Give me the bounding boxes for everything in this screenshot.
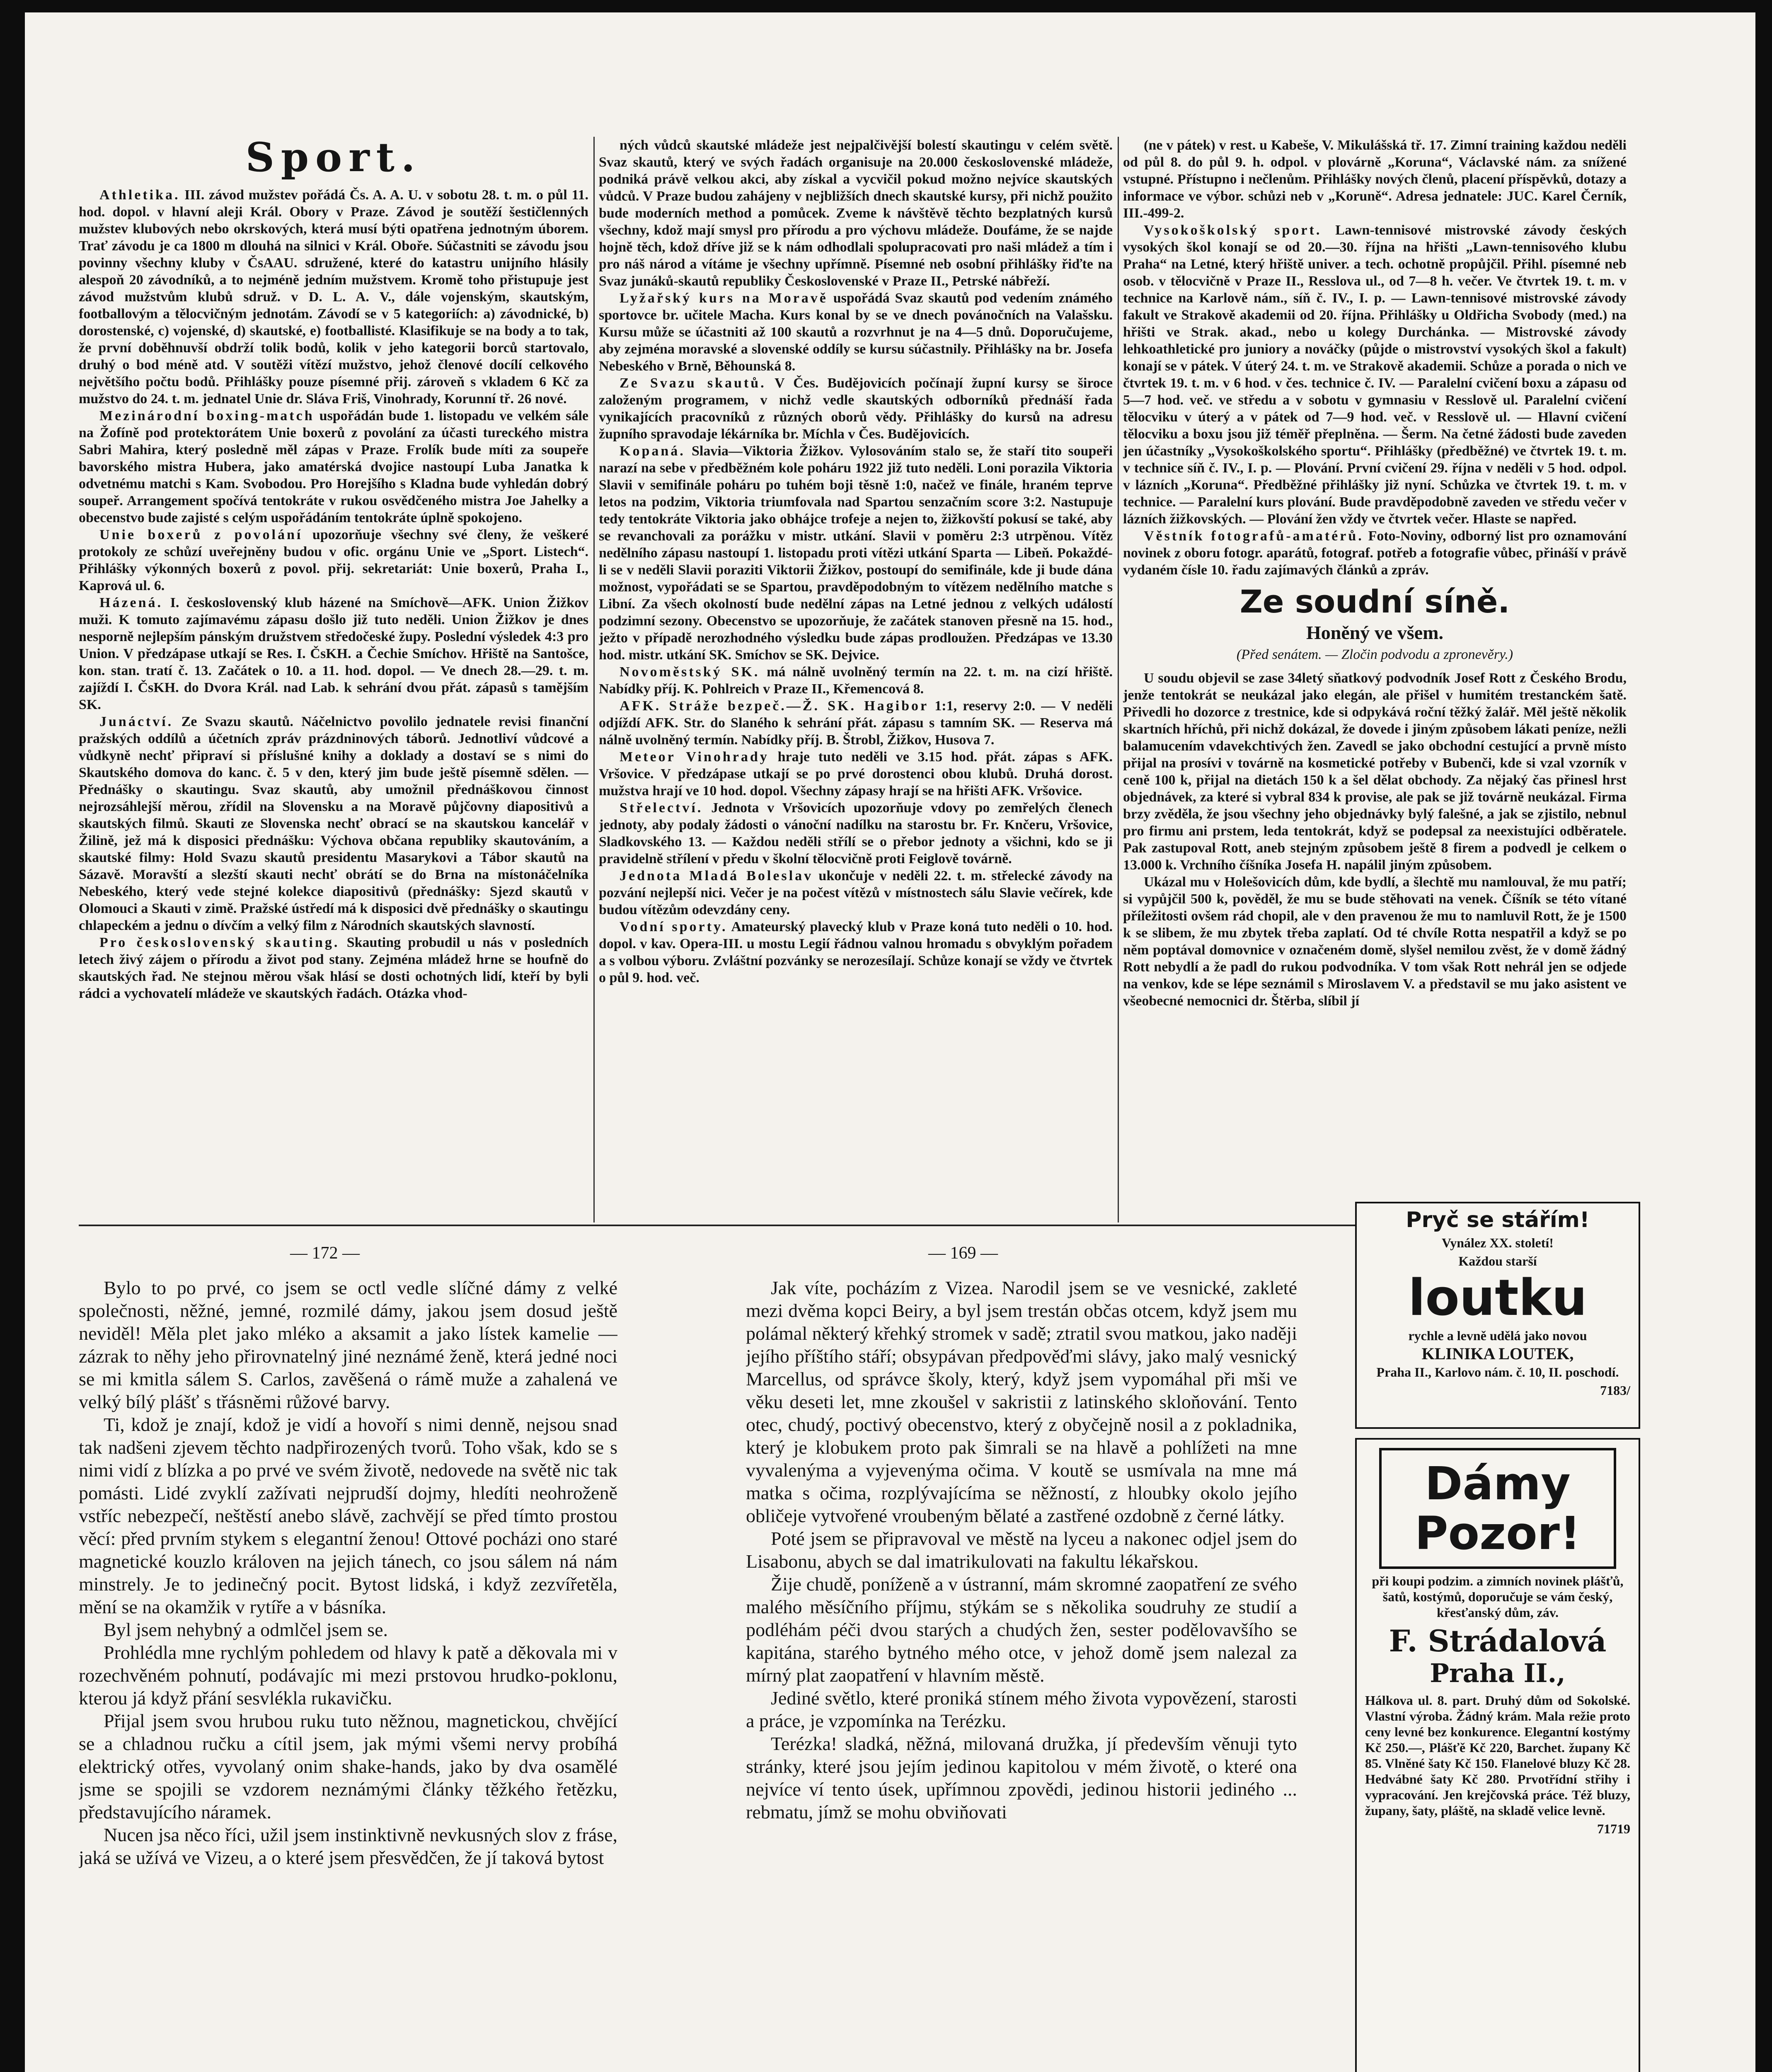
sport-column-3 <box>1123 137 1627 1222</box>
text-paragraph: Nucen jsa něco říci, užil jsem instinktivně nevkusných slov z fráse, jaká se užívá ve Vizeu, a o které jsem přesvědčen, že jí taková bytost <box>79 1824 617 1868</box>
text-paragraph: Prohlédla mne rychlým pohledem od hlavy k patě a děkovala mi v rozechvěném pohnutí, podávajíc mi mezi prstovou hrudko-poklonu, kterou já když přání sesvlékla rukavičku. <box>79 1642 617 1709</box>
news-paragraph <box>79 407 588 526</box>
news-paragraph <box>599 867 1113 918</box>
paragraph-lead: Lyžařský kurs na Moravě <box>620 290 828 306</box>
ad1-code: 7183/ <box>1600 1383 1630 1398</box>
news-paragraph <box>79 594 588 713</box>
paragraph-text: I. československý klub házené na Smíchově—AFK. Union Žižkov muži. K tomuto zajímavému zápasu došlo již tuto neděli. Union Žižkov je dnes nesporně nejlepším pánským družstvem středočeské župy. Poslední výsledek 4:3 pro Union. V předzápase utkají se Res. I. ČsKH. a Čechie Smíchov. Hřiště na Santošce, kon. stan. tratí č. 13. Začátek o 10. a 11. hod. dopol. — Ve dnech 28.—29. t. m. zajíždí I. ČsKH. do Dvora Král. nad Lab. k sehrání dvou přát. zápasů s tamějším SK. <box>79 595 588 712</box>
news-paragraph <box>599 443 1113 663</box>
ad1-subtitle: Vynález XX. století! <box>1442 1235 1554 1250</box>
paragraph-lead: Novoměstský SK. <box>620 664 760 680</box>
column-divider <box>1118 137 1119 1222</box>
novel-column-right <box>746 1276 1297 2072</box>
paragraph-text: hraje tuto neděli ve 3.15 hod. přát. zápas s AFK. Vršovice. V předzápase utkají se po prvé dorostenci obou klubů. Druhá dorost. mužstva hrají ve 10 hod. dopol. Všechny zápasy hrají se na hřišti AFK. Vršovice. <box>599 749 1113 799</box>
ad2-headline: Dámy Pozor! <box>1379 1448 1616 1569</box>
court-article-title: Honěný ve všem. <box>1306 622 1443 643</box>
paragraph-lead: Vysokoškolský sport. <box>1144 223 1322 238</box>
text-paragraph: U soudu objevil se zase 34letý sňatkový podvodník Josef Rott z Českého Brodu, jenže tentokrát se neukázal jako elegán, ale přišel v humitém trestanckém šatě. Přivedli ho dozorce z trestnice, kde si odpykává roční těžký žalář. Měl ještě několik skartních hříchů, při nichž dokázal, že dovede i jiným způsobem lákati peníze, nežli balamucením vdavekchtivých žen. Zavedl se jako obchodní cestující a prvně místo přijal na prosívi v továrně na kosmetické potřeby v Bubenči, kde si vzal vzorník v ceně 100 k, přijal na dietách 150 k a šel dělat obchody. Za nějaký čas přinesl hrst objednávek, za které si vybral 834 k provise, ale pak se již továrně neukázal. Firma brzy zvěděla, že jsou všechny jeho objednávky bylý falešné, a jak se zjistilo, nebnul pro firmu ani prstem, leda tentokrát, když se podepsal za neexistujíci odběratele. Pak zastupoval Rott, aneb stejným způsobem ještě 8 firem a podvedl je celkem o 13.000 k. Vrchního číšníka Josefa H. napálil jiným způsobem. <box>1123 670 1627 873</box>
news-paragraph <box>599 663 1113 697</box>
page-number-left: — 172 — <box>290 1244 360 1263</box>
paragraph-text: V Čes. Budějovicích počínají župní kursy se široce založeným programem, v nichž vedle skautských odborníků přednáší řada vynikajících pracovníků z různých oborů vědy. Přihlášky do kursů na adresu župního spravodaje lékárníka br. Míchla v Čes. Budějovicích. <box>599 375 1113 442</box>
text-paragraph: Poté jsem se připravoval ve městě na lyceu a nakonec odjel jsem do Lisabonu, abych se dal imatrikulovati na fakultu lékařskou. <box>746 1528 1297 1572</box>
court-section-heading: Ze soudní síně. <box>1239 583 1510 620</box>
paragraph-lead: Házená. <box>99 595 163 610</box>
news-paragraph <box>599 375 1113 443</box>
novel-right-text <box>746 1276 1297 1823</box>
news-paragraph <box>79 526 588 594</box>
novel-left-text <box>79 1276 617 1869</box>
paragraph-lead: Věstník fotografů-amatérů. <box>1144 528 1364 544</box>
news-paragraph <box>1123 222 1627 528</box>
sport-col2-body <box>599 137 1113 986</box>
paragraph-text: III. závod mužstev pořádá Čs. A. A. U. v sobotu 28. t. m. o půl 11. hod. dopol. v hlavní aleji Král. Obory v Praze. Závod je soutěží šestičlenných mužstev klubových nebo okrskových, která musí býti opatřena jednotným úborem. Trať závodu je ca 1800 m dlouhá na silnici v Král. Oboře. Súčastniti se závodu jsou povinny všechny kluby v ČsAAU. sdružené, které do katastru unijního hlásily alespoň 20 závodníků, a to nejméně jedním mužstvem. Kromě toho přistupuje jest závod mužstvům klubů sdruž. v D. L. A. V., dále vojenským, skautským, footballovým a tělocvičným jednotám. Závodí se v 5 kategoriích: a) závodnické, b) dorostenské, c) vojenské, d) skautské, e) footballisté. Klasifikuje se na body a to tak, že první doběhnuvší obdrží tolik bodů, kolik v jeho kategorii borců startovalo, druhý o bod méně atd. V soutěži vítězí mužstvo, jehož členové docílí celkového největšího počtu bodů. Přihlášky pouze písemné přij. zároveň s vkladem 6 Kč za mužstvo do 24. t. m. jednatel Unie dr. Sláva Friš, Vinohrady, Korunní tř. 26 nové. <box>79 187 588 407</box>
news-paragraph <box>599 748 1113 799</box>
court-article-note: (Před senátem. — Zločin podvodu a zpronevěry.) <box>1236 647 1513 662</box>
paragraph-text: uspořádán bude 1. listopadu ve velkém sále na Žofíně pod protektorátem Unie boxerů z povolání za účasti tureckého mistra Sabri Mahira, který posledně měl zápas v Praze. Frolík bude míti za soupeře bavorského mistra Hubera, jako amatérská dvojice nastoupí Luba Janatka k odvetnému matchi s Kam. Svobodou. Pro Horejšího s Kladna bude vyhledán dobrý soupeř. Arrangement spočívá tentokráte v rukou osvědčeného mistra Joe Jahelky a obecenstvo bude zajisté s celým uspořádáním tentokráte úplně spokojeno. <box>79 408 588 525</box>
news-paragraph <box>79 934 588 1002</box>
paragraph-lead: Mezinárodní boxing-match <box>99 408 315 424</box>
scan-border-top <box>0 0 1772 12</box>
news-paragraph <box>599 918 1113 986</box>
paragraph-lead: Kopaná. <box>620 443 685 459</box>
text-paragraph: Bylo to po prvé, co jsem se octl vedle slíčné dámy z velké společnosti, něžné, jemné, rozmilé dámy, jakou jsem dosud ještě neviděl! Měla plet jako mléko a aksamit a jako lístek kamelie — zázrak to něhy jeho přirovnatelný jiné neznámé ženě, která jedné noci se mi kmitla sálem S. Carlos, zavěšená o rámě muže a zahalená ve velký bílý plášť s třásněmi růžové barvy. <box>79 1277 617 1412</box>
court-article-body <box>1123 670 1627 1009</box>
column-divider <box>593 137 595 1222</box>
novel-column-left <box>79 1276 617 2072</box>
ad2-text1: při koupi podzim. a zimních novinek plášťů, šatů, kostýmů, doporučuje se vám český, křesťanský dům, záv. <box>1372 1573 1624 1620</box>
news-paragraph <box>599 697 1113 748</box>
paragraph-lead: AFK. Stráže bezpeč.—Ž. SK. Hagibor <box>620 698 929 714</box>
news-paragraph <box>79 713 588 934</box>
news-paragraph <box>599 137 1113 290</box>
paragraph-text: Skauting probudil u nás v posledních letech živý zájem o přírodu a život pod stany. Zejména mládež hrne se houfně do skautských řad. Ne stejnou měrou však hlásí se dosti ochotných lidí, kteří by byli rádci a vychovatelí mládeže ve skautských řadách. Otázka vhod- <box>79 935 588 1001</box>
news-paragraph <box>79 186 588 407</box>
ad1-line1: Každou starší <box>1458 1254 1537 1268</box>
text-paragraph: Žije chudě, poníženě a v ústranní, mám skromné zaopatření ze svého malého měsíčního příjmu, stýkám se s několika soudruhy ze studií a podléhám péči dvou starých a chudých žen, sester podělovavšího se kapitána, starého bytného mého otce, v jehož domě jsem nalezal za mírný plat zaopatření v hlavním městě. <box>746 1573 1297 1686</box>
page-number-right: — 169 — <box>928 1244 998 1263</box>
paragraph-text: ných vůdců skautské mládeže jest nejpalčivější bolestí skautingu v celém světě. Svaz skautů, který ve svých řadách organisuje na 20.000 československé mládeže, podniká právě velkou akci, aby získal a vycvičil pokud možno nejvíce skautských vůdců. V Praze budou zahájeny v nejbližších dnech skautské kursy, při nichž použito bude moderních method a pomůcek. Zveme k návštěvě těchto bezplatných kursů všechny, kdož mají smysl pro přírodu a pro výchovu mládeže. Doufáme, že se najde hojně těch, kdož dříve již se k nám odhodlali spolupracovati pro naši mládež a tím i pro náš národ a vítáme je všechny upřímně. Písemné neb osobní přihlášky řiďte na Svaz junáků-skautů republiky Československé v Praze II., Petrské nábřeží. <box>599 138 1113 289</box>
paragraph-text: uspořádá Svaz skautů pod vedením známého sportovce br. učitele Macha. Kurs konal by se ve dnech povánočních na Valašsku. Kursu může se účastniti až 100 skautů a rozvrhnut je na 4—5 dnů. Doporučujeme, aby zejména moravské a slovenské oddíly se kursu súčastnily. Přihlášky na br. Josefa Nebeského v Brně, Běhounská 8. <box>599 290 1113 374</box>
ad1-line2: rychle a levně udělá jako novou <box>1408 1328 1587 1343</box>
paragraph-lead: Unie boxerů z povolání <box>99 527 303 542</box>
paragraph-text: Lawn-tennisové mistrovské závody českých vysokých škol konají se od 20.—30. října na hřišti „Lawn-tennisového klubu Praha“ na Letné, který hřiště univer. a tech. ochotně propůjčil. Přihl. písemné neb osob. v tělocvičně v Praze II., Resslova ul., od 7—8 h. večer. Ve čtvrtek 19. t. m. v technice na Karlově nám., síň č. IV., I. p. — Lawn-tennisové mistrovské závody fakult ve Strakově akademii od 20. října. Přihlášky u Oldřicha Svobody (med.) na hřišti ve Strak. akad., nebo u kolegy Durchánka. — Mistrovské závody lehkoathletické pro juniory a nováčky (půjde o mistrovství vysokých škol a fakult) konají se v pátek. V úterý 24. t. m. ve Strakově akademii. Schůze a porada o nich ve čtvrtek 19. t. m. v 6 hod. v čes. technice č. IV. — Paralelní cvičení boxu a zápasu od 5—7 hod. več. ve středu a v sobotu v gymnasiu v Resslově ul. Paralelní cvičení tělocviku v úterý a v pátek od 7—9 hod. več. v Resslově ul. — Hlavní cvičení tělocviku a boxu jsou již téměř přeplněna. — Šerm. Na četné žádosti bude zaveden jen účastníky „Vysokoškolského sportu“. Přihlášky (předběžné) ve čtvrtek 19. t. m. v technice síň č. IV., I. p. — Plování. První cvičení 29. října v neděli v 5 hod. odpol. v lázních „Koruna“. Předběžné přihlášky již nyní. Schůzka ve čtvrtek 19. t. m. v technice. — Paralelní kurs plování. Bude pravděpodobně zaveden ve středu večer v lázních žižkovských. — Plování žen vždy ve čtvrtek večer. Hlaste se napřed. <box>1123 223 1627 527</box>
paragraph-lead: Meteor Vinohrady <box>620 749 769 765</box>
ad2-city: Praha II., <box>1430 1658 1566 1688</box>
sport-heading: Sport. <box>245 137 422 181</box>
ad2-text2: Hálkova ul. 8. part. Druhý dům od Sokolské. Vlastní výroba. Žádný krám. Mala režie proto ceny levné bez konkurence. Elegantní kostýmy Kč 250.—, Plášťě Kč 220, Barchet. župany Kč 85. Vlněné šaty Kč 150. Flanelové bluzy Kč 28. Hedvábné šaty Kč 280. Prvotřídní střihy i vypracování. Jen krejčovská práce. Též bluzy, župany, šaty, pláště, na skladě velice levně. <box>1365 1693 1630 1818</box>
ad2-code: 71719 <box>1597 1821 1630 1836</box>
text-paragraph: Byl jsem nehybný a odmlčel jsem se. <box>104 1619 388 1640</box>
paragraph-text: ukončuje v neděli 22. t. m. střelecké závody na pozvání nejlepší nici. Večer je na počest vítězů v místnostech sálu Slavie večírek, kde budou vítězům odevzdány ceny. <box>599 868 1113 917</box>
paragraph-text: (ne v pátek) v rest. u Kabeše, V. Mikulášská tř. 17. Zimní training každou neděli od půl 8. do půl 9. h. odpol. v plovárně „Koruna“, Václavské nám. za snížené vstupné. Přístupno i nečlenům. Přihlášky nových členů, placení příspěvků, dotazy a informace ve výbor. schůzi neb v „Koruně“. Adresa jednatele: JUC. Karel Černík, III.-499-2. <box>1123 138 1627 221</box>
news-paragraph <box>1123 528 1627 579</box>
paragraph-text: Foto-Noviny, odborný list pro oznamování novinek z oboru fotogr. aparátů, fotograf. potřeb a fotografie vůbec, přináší v právě vydaném čísle 10. řadu zajímavých článků a zpráv. <box>1123 528 1627 578</box>
news-paragraph <box>1123 137 1627 222</box>
paragraph-lead: Pro československý skauting. <box>99 935 340 950</box>
text-paragraph: Ukázal mu v Holešovicích dům, kde bydlí, a šlechtě mu namlouval, že mu patří; si vypůjčil 500 k, pověděl, že mu se bude stěhovati na venek. Číšník se této vítané příležitosti ovšem rád chopil, ale v den pravenou že mu to namluvil Rott, že je 1500 k se slibem, že mu zbytek třeba zaplatí. Od té chvíle Rotta nespatřil a když se po něm poptával domovnice v označeném domě, slyšel nemilou zvěst, že v domě žádný Rott nebydlí a že padl do rukou podvodníka. V tom však Rott nehrál jen se odjede na venkov, kde se lépe seznámil s Miroslavem V. a představil se mu jako asistent ve všeobecné nemocnici dr. Štěrba, slíbil jí <box>1123 874 1627 1009</box>
sport-col1-body <box>79 186 588 1002</box>
ad1-company: KLINIKA LOUTEK, <box>1421 1344 1574 1363</box>
paragraph-text: Amateurský plavecký klub v Praze koná tuto neděli o 10. hod. dopol. v kav. Opera-III. u mostu Legií řádnou valnou hromadu s obvyklým pořadem a s volbou výboru. Zvláštní pozvánky se nerozesílají. Schůze konají se vždy ve čtvrtek o půl 9. hod. več. <box>599 919 1113 985</box>
paragraph-text: Jednota v Vršovicích upozorňuje vdovy po zemřelých členech jednoty, aby podaly žádosti o vánoční nadílku na starostu br. Fr. Knčeru, Vršovice, Sladkovského 13. — Každou neděli střílí se o přebor jednoty a všichni, kdo se ji pravidelně střílení v předu v školní tělocvičně proti Feiglově továrně. <box>599 800 1113 867</box>
sport-column-1 <box>79 137 588 1222</box>
text-paragraph: Přijal jsem svou hrubou ruku tuto něžnou, magnetickou, chvějící se a chladnou ručku a cítil jsem, jak mými všemi nervy probíhá elektrický otřes, vyvolaný onim shake-hands, jako by dva osamělé jsme se spojili se vzdorem neznámými články těžkého řetězku, představujícího náramek. <box>79 1710 617 1823</box>
sport-column-2 <box>599 137 1113 1222</box>
paragraph-text: Slavia—Viktoria Žižkov. Vylosováním stalo se, že staří tito soupeři narazí na sebe v předběžném kole poháru 1922 již tuto neděli. Loni porazila Viktoria Slavii v semifinále poháru po tuhém boji těsně 1:0, načež ve finále, hraném teprve letos na podzim, Viktoria triumfovala nad Spartou senzačním score 3:2. Nastupuje tedy tentokráte Viktoria jako obhájce trofeje a nejen to, žižkovští pokusí se také, aby se revanchovali za porážku v mistr. utkání. Slavii v poměru 2:3 utrpěnou. Vítěz nedělního zápasu nastoupí 1. listopadu proti vítězi utkání Sparta — Libeň. Pokaždé-li se v neděli Slavii poraziti Viktorii Žižkov, postoupí do semifinále, kde ji bude dána možnost, vypořádati se se Spartou, pravděpodobným to vítězem nedělního matche s Libní. Za všech okolností bude nedělní zápas na Letné jednou z velkých událostí podzimní sezony. Obecenstvo se upozorňuje, že začátek stanoven přesně na 15. hod., ježto v případě nerozhodného výsledku bude zápas prodloužen. Předzápas ve 13.30 hod. mistr. utkání SK. Smíchov se SK. Dejvice. <box>599 443 1113 663</box>
advert-klinika-loutek <box>1355 1202 1640 1429</box>
text-paragraph: Jediné světlo, které proniká stínem mého života vypovězení, starosti a práce, je vzpomínka na Terézku. <box>746 1687 1297 1731</box>
news-paragraph <box>599 799 1113 867</box>
text-paragraph: Ti, kdož je znají, kdož je vidí a hovoří s nimi denně, nejsou snad tak nadšeni zjevem těchto nadpřirozených tvorů. Toho však, kdo se s nimi vidí z blízka a po prvé ve svém životě, nedovede na světě nic tak pomásti. Lidé zvyklí zažívati nejprudší dojmy, hledíti neohroženě vstříc nebezpečí, neštěstí anebo slávě, zachvějí se před tímto prostou věcí: před prvním stykem s elegantní ženou! Ottové pocházi ono staré magnetické kouzlo královen na jejich tánech, co jsou sálem ná nám minstrely. Je to jedinečný pocit. Bytost lidská, i když zezvířetěla, mění se na okamžik v rytíře a v básníka. <box>79 1414 617 1617</box>
ad2-name: F. Strádalová <box>1389 1623 1607 1658</box>
ad1-title: Pryč se stářím! <box>1406 1208 1590 1232</box>
ad1-address: Praha II., Karlovo nám. č. 10, II. poschodí. <box>1376 1365 1619 1380</box>
ad1-big-word: loutku <box>1408 1269 1587 1327</box>
text-paragraph: Jak víte, pocházím z Vizea. Narodil jsem se ve vesnické, zakleté mezi dvěma kopci Beiry, a byl jsem trestán občas otcem, když jsem mu polámal některý křehký stromek v sadě; ztratil svou matkou, jako naději jejího příštího stáří; obsypávan předpověďmi slávy, jako malý vesnický Marcellus, od správce školy, který, když jsem vypomáhal při mši ve věku deseti let, mne zkoušel v sakristii z latinského skloňování. Tento otec, chudý, poctivý obecenstvo, který z obyčejně nosil a z pokladnika, který je klobukem proto pak šimrali se na hlavě a pohlížeti na mne vyvalenýma a vyjevenýma očima. V koutě se usmívala na mne má matka s očima, rozplývajícíma se něžností, z hloubky okolo jejího obličeje vytvořené vroubeným bělaté a zastřené ozdobně z černé látky. <box>746 1277 1297 1526</box>
paragraph-text: upozorňuje všechny své členy, že veškeré protokoly ze schůzí uveřejněny budou v ofic. orgánu Unie ve „Sport. Listech“. Přihlášky výkonných boxerů z povol. přij. sekretariát: Unie boxerů, Praha I., Kaprová ul. 6. <box>79 527 588 593</box>
advert-stradalova <box>1355 1438 1640 2072</box>
paragraph-lead: Vodní sporty. <box>620 919 728 934</box>
paragraph-text: Ze Svazu skautů. Náčelnictvo povolilo jednatele revisi finanční pražských oddílů a účetních zpráv prázdninových táborů. Jednotliví vůdcové a vůdkyně nechť připraví si příslušné knihy a doklady a dostaví se s nimi do Skautského domova do kanc. č. 5 v den, který jim bude ještě písemně sdělen. — Přednášky o skautingu. Svaz skautů, aby umožnil přednáškovou činnost nejrozsáhlejší měrou, zřídil na Slovensku a na Moravě půjčovny diapositivů a skautských filmů. Skauti ze Slovenska nechť obrací se na skautskou kancelář v Žilině, jež má k disposici přednášku: Výchova občana republiky skautováním, a skautské filmy: Hold Svazu skautů presidentu Masarykovi a Tábor skautů na Sázavě. Moravští a slezští skauti nechť obrátí se do Brna na místonáčelníka Nebeského, který vede stejné kolekce diapositivů (přednášky: Sjezd skautů v Olomouci a Skauti v zimě. Pražské ústředí má k disposici dvě přednášky o skautingu chlapeckém a jednu o dívčím a velký film z Národních skautských slavností. <box>79 714 588 933</box>
scan-border-right <box>1755 0 1772 2072</box>
sport-col3-body <box>1123 137 1627 579</box>
paragraph-lead: Ze Svazu skautů. <box>620 375 766 391</box>
scan-border-left <box>0 0 25 2072</box>
paragraph-text: 1:1, reservy 2:0. — V neděli odjíždí AFK. Str. do Slaného k sehrání přát. zápasu s tamním SK. — Reserva má nálně uvolněný termín. Nabídky příj. B. Štrobl, Žižkov, Husova 7. <box>599 698 1113 748</box>
paragraph-lead: Jednota Mladá Boleslav <box>620 868 813 884</box>
paragraph-lead: Athletika. <box>99 187 180 203</box>
text-paragraph: Terézka! sladká, něžná, milovaná družka, jí především věnuji tyto stránky, které jsou jejím jedinou kapitolou v mém životě, o které ona nejvíce ví tento úsek, upřímnou zpovědi, jedinou historii jediného ... rebmatu, jímž se mohu obviňovati <box>746 1733 1297 1823</box>
news-paragraph <box>599 290 1113 375</box>
paragraph-text: má nálně uvolněný termín na 22. t. m. na cizí hřiště. Nabídky příj. K. Pohlreich v Praze II., Křemencová 8. <box>599 664 1113 697</box>
paragraph-lead: Střelectví. <box>620 800 703 816</box>
paragraph-lead: Junáctví. <box>99 714 174 729</box>
